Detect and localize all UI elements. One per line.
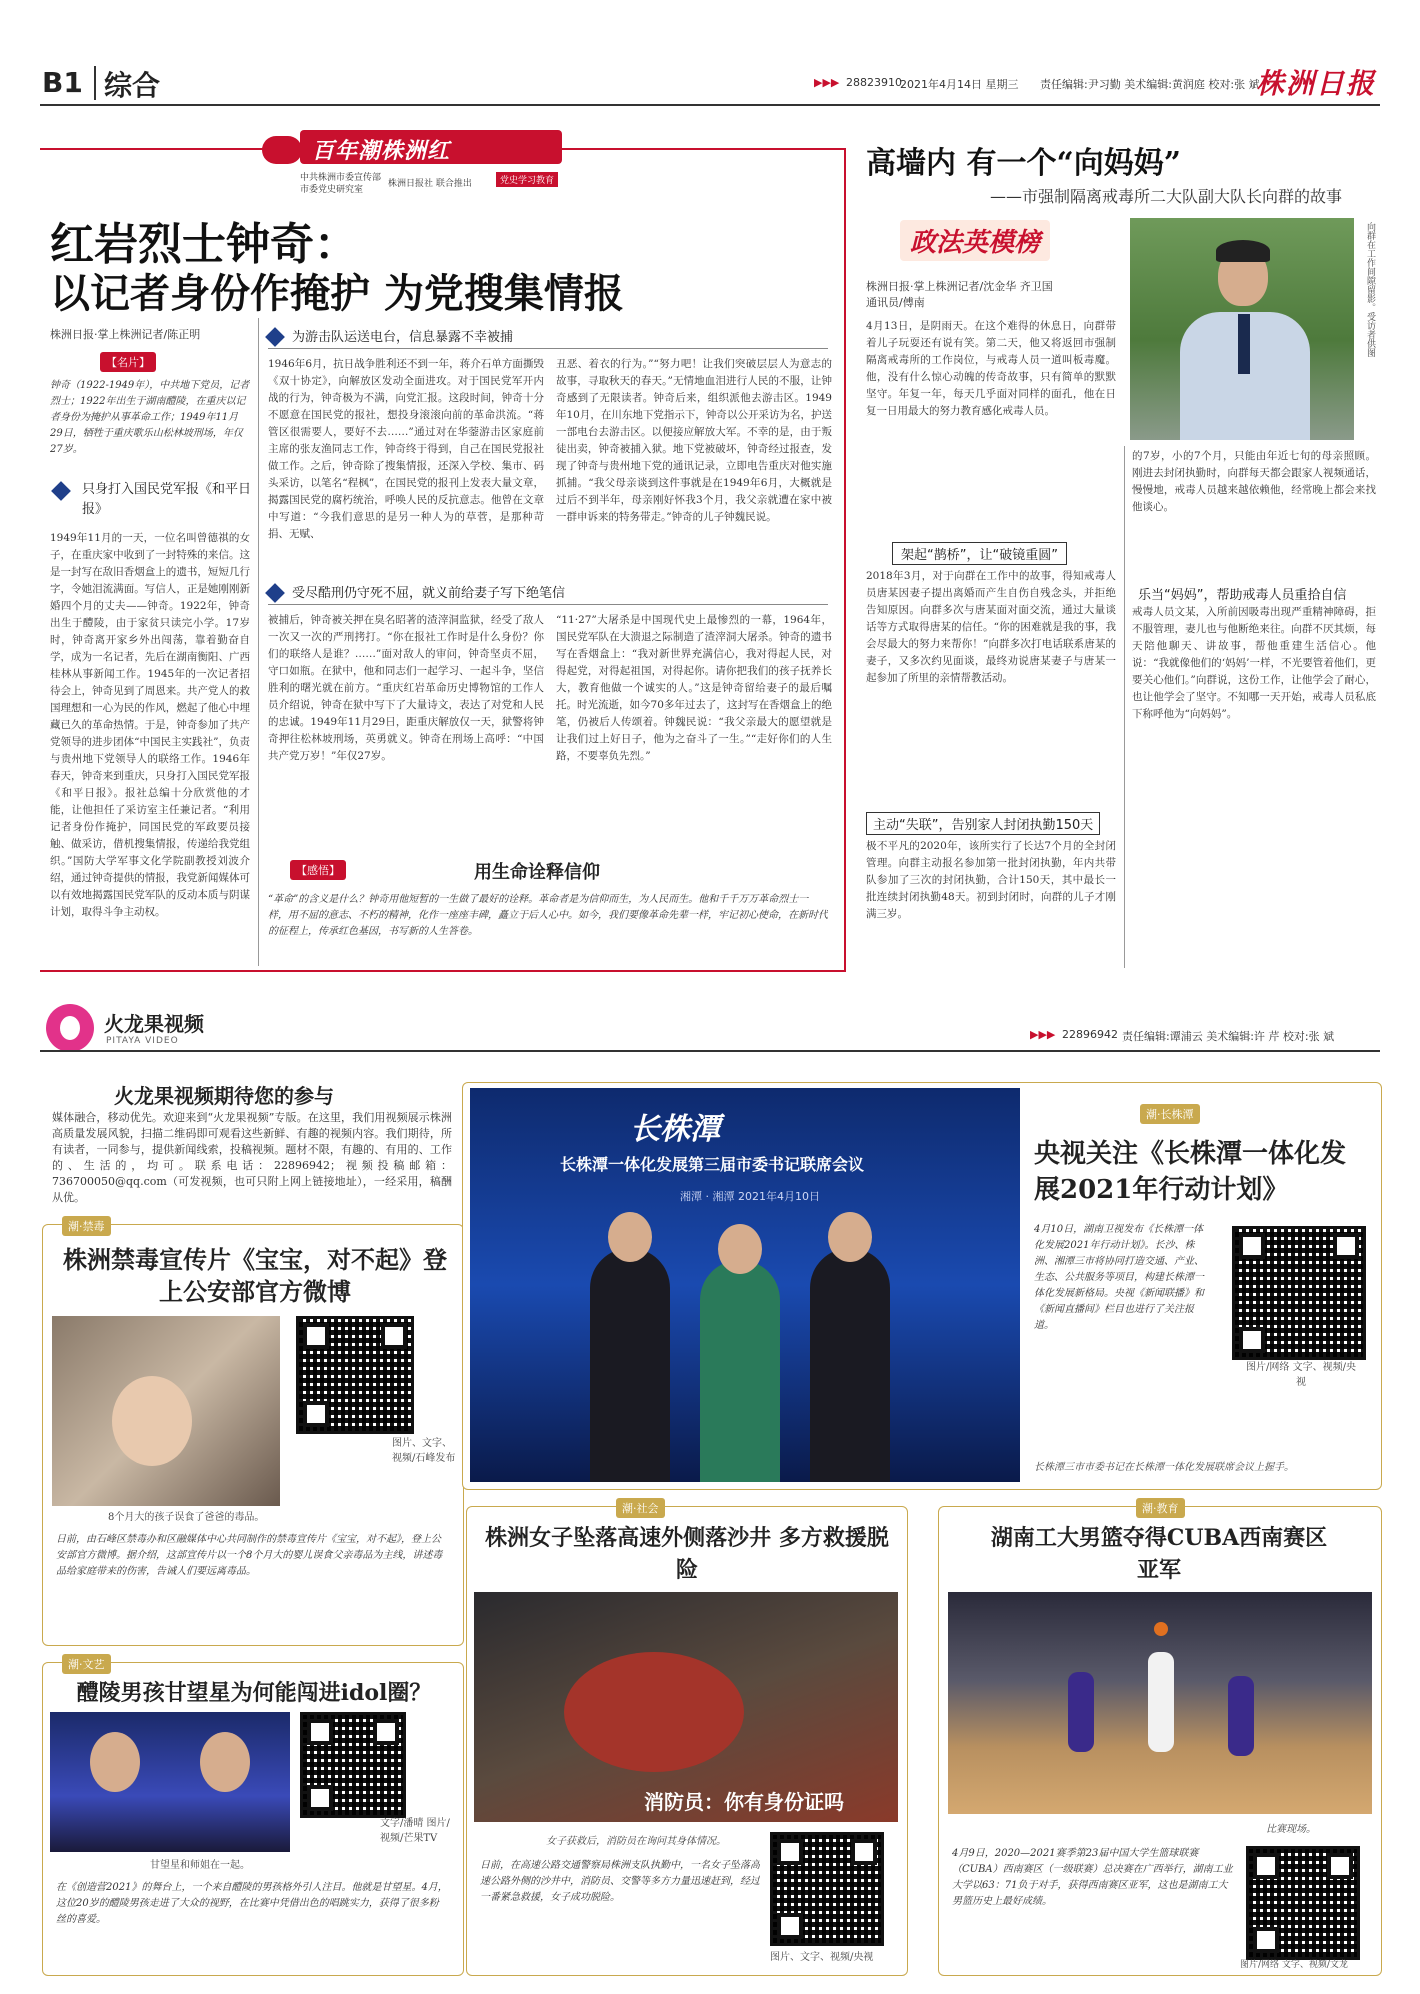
qr-corner bbox=[381, 1323, 407, 1349]
video-phone: 22896942 bbox=[1062, 1028, 1118, 1041]
qr-corner bbox=[307, 1785, 333, 1811]
qr-corner bbox=[777, 1839, 803, 1865]
feel-tag: 【感悟】 bbox=[290, 860, 346, 880]
left-col-5: “11·27”大屠杀是中国现代史上最惨烈的一幕，1964年，国民党军队在大溃退之际制造了渣滓洞大屠杀。钟奇的遗书写在香烟盒上：“我对新世界充满信心，我对得起人民，对得起党，对得起祖国，对得起你。请你把我们的孩子抚养长大，教育他做一个诚实的人。”这是钟奇留给妻子的最后嘱托。时光流逝，如今70多年过去了，这封写在香烟盒上的绝笔，仍被后人传颂着。钟魏民说：“我父亲最大的愿望就是让我们过上好日子，他为之奋斗了一生。”“走好你们的人生路，不要辜负先烈。” bbox=[556, 614, 832, 762]
right-story-subtitle: ——市强制隔离戒毒所二大队副大队长向群的故事 bbox=[990, 187, 1343, 206]
banner-sub-2: 市委党史研究室 bbox=[300, 185, 364, 195]
qr-corner bbox=[1327, 1853, 1353, 1879]
card-idol-qr[interactable] bbox=[300, 1712, 406, 1818]
card-idol-title[interactable]: 醴陵男孩甘望星为何能闯进idol圈？ bbox=[76, 1680, 432, 1706]
card-idol-text: 在《创造营2021》的舞台上，一个来自醴陵的男孩格外引人注目。他就是甘望星。4月，这位20岁的醴陵男孩走进了大众的视野，在比赛中凭借出色的唱跳实力，获得了很多粉丝的喜爱。 bbox=[56, 1882, 448, 1925]
officer-hair bbox=[1216, 240, 1270, 262]
qr-corner bbox=[1253, 1927, 1279, 1953]
screen-banner: 长株潭一体化发展第三届市委书记联席会议 bbox=[560, 1155, 865, 1174]
header-date: 2021年4月14日 星期三 bbox=[900, 78, 1019, 91]
card-cztc-caption: 长株潭三市市委书记在长株潭一体化发展联席会议上握手。 bbox=[1034, 1462, 1294, 1473]
card-rescue-tag: 潮·社会 bbox=[616, 1498, 665, 1518]
story-title-1: 红岩烈士钟奇： bbox=[50, 219, 358, 270]
basketball-icon bbox=[1154, 1622, 1168, 1636]
player-2 bbox=[1148, 1652, 1174, 1752]
banner-cloud-icon bbox=[262, 136, 302, 164]
right-sub-c: 乐当“妈妈”，帮助戒毒人员重拾自信 bbox=[1138, 588, 1347, 603]
feel-title: 用生命诠释信仰 bbox=[474, 862, 600, 883]
card-rescue-text: 日前，在高速公路交通警察局株洲支队执勤中，一名女子坠落高速公路外侧的沙井中，消防员、交警等多方力量迅速赶到，经过一番紧急救援，女子成功脱险。 bbox=[480, 1860, 760, 1903]
card-drug-text: 日前，由石峰区禁毒办和区融媒体中心共同制作的禁毒宣传片《宝宝，对不起》，登上公安部官方微博。据介绍，这部宣传片以一个8个月大的婴儿误食父亲毒品为主线，讲述毒品给家庭带来的伤害，告诫人们要远离毒品。 bbox=[56, 1534, 443, 1577]
feel-text: “革命”的含义是什么？钟奇用他短暂的一生做了最好的诠释。革命者是为信仰而生，为人民而生。他和千千万万革命烈士一样，用不屈的意志、不朽的精神，化作一座座丰碑，矗立于后人心中。如今，我们要像革命先辈一样，牢记初心使命，在新时代的征程上，传承红色基因，书写新的人生答卷。 bbox=[268, 894, 828, 937]
video-header-rule bbox=[40, 1050, 1380, 1052]
right-byline-2: 通讯员/傅南 bbox=[866, 296, 925, 309]
subhead-2: 为游击队运送电台，信息暴露不幸被捕 bbox=[292, 330, 514, 345]
qr-corner bbox=[1239, 1233, 1265, 1259]
right-col-a: 4月13日，是阴雨天。在这个难得的休息日，向群带着儿子玩耍还有说有笑。第二天，他又将返回市强制隔离戒毒所的工作岗位，与戒毒人员一道叫板毒魔。他，没有什么惊心动魄的传奇故事，只有简单的默默坚守。年复一年，每天几乎面对同样的面孔，他在日复一日用最大的努力教育感化戒毒人员。 bbox=[866, 320, 1116, 417]
card-cuba-caption: 比赛现场。 bbox=[1266, 1824, 1316, 1835]
right-col-b: 2018年3月，对于向群在工作中的故事，得知戒毒人员唐某因妻子提出离婚而产生自伤自残念头，并拒绝告知原因。向群多次与唐某面对面交流，通过大量谈话等方式取得唐某的信任。“你的困难就是我的事，我会尽最大的努力来帮你！”向群多次打电话联系唐某的妻子，又多次约见面谈，最终劝说唐某妻子与唐某一起参加了所里的亲情帮教活动。 bbox=[866, 570, 1116, 684]
officer-photo-caption: 向群在工作间隙留影。受访者供图 bbox=[1365, 222, 1375, 357]
card-drug-tag: 潮·禁毒 bbox=[62, 1216, 111, 1236]
card-rescue-caption: 女子获救后，消防员在询问其身体情况。 bbox=[546, 1836, 726, 1847]
video-editors: 责任编辑:谭浦云 美术编辑:许 芹 校对:张 斌 bbox=[1122, 1030, 1335, 1043]
header-rule bbox=[40, 104, 1380, 106]
qr-corner bbox=[303, 1401, 329, 1427]
card-cuba-qr[interactable] bbox=[1246, 1846, 1360, 1960]
video-logo-title: 火龙果视频 bbox=[104, 1012, 204, 1036]
header-phone: 28823910 bbox=[846, 76, 902, 89]
story-byline: 株洲日报·掌上株洲记者/陈正明 bbox=[50, 328, 201, 341]
qr-corner bbox=[1239, 1327, 1265, 1353]
banner-sub-1: 中共株洲市委宣传部 bbox=[300, 173, 382, 183]
screen-logo: 长株潭 bbox=[630, 1112, 720, 1147]
header-editors: 责任编辑:尹习勤 美术编辑:黄润庭 校对:张 斌 bbox=[1040, 78, 1260, 91]
left-col-3: 丑恶、着衣的行为。”“努力吧！让我们突破层层人为意志的故事，寻取秋天的春天。”无情地血泪进行人民的不服，让钟奇感到了无限读者。钟奇后来，组织派他去游击区。1949年10月，在川东地下党指示下，钟奇以公开采访为名，护送一部电台去游击区。以便接应解放大军。不幸的是，由于叛徒出卖，钟奇被捕入狱。地下党被破坏，钟奇经过报查，发现了钟奇与贵州地下党的通讯记录，立即电告重庆对他实施抓捕。“我父母亲谈到这件事就是在1949年6月，大概就是过后不到半年，母亲刚好怀我3个月，我父亲就遭在家中被一群申诉来的特务带走。”钟奇的儿子钟魏民说。 bbox=[556, 358, 832, 523]
subhead-2-rule bbox=[268, 348, 828, 349]
qr-corner bbox=[777, 1913, 803, 1939]
page-number: B1 bbox=[42, 66, 83, 99]
card-cztc-title[interactable]: 央视关注《长株潭一体化发展2021年行动计划》 bbox=[1034, 1139, 1347, 1205]
officer-tie bbox=[1238, 314, 1250, 374]
pitaya-logo-icon bbox=[46, 1004, 94, 1052]
banner-sub-3: 株洲日报社 联合推出 bbox=[388, 179, 472, 189]
card-cztc-qr[interactable] bbox=[1232, 1226, 1366, 1360]
card-cuba-tag: 潮·教育 bbox=[1136, 1498, 1185, 1518]
left-col-1: 1949年11月的一天，一位名叫曾德祺的女子，在重庆家中收到了一封特殊的来信。这是一封写在敌旧香烟盒上的遗书，短短几行字，令她泪流满面。写信人，正是她刚刚新婚四个月的丈夫——钟奇。1922年，钟奇出生于醴陵，由于家贫只读完小学。17岁时，钟奇离开家乡外出闯荡，靠着勤奋自学，成为一名记者，先后在湖南衡阳、广西桂林从事新闻工作。1945年的一次记者招待会上，钟奇见到了周恩来。共产党人的救国理想和一心为民的作风，燃起了他心中埋藏已久的革命热情。于是，钟奇参加了共产党领导的进步团体“中国民主实践社”，负责与贵州地下党领导人的联络工作。1946年春天，钟奇来到重庆，只身打入国民党军报《和平日报》。报社总编十分欣赏他的才能，让他担任了采访室主任兼记者。“利用记者身份作掩护，同国民党的军政要员接触、做采访，借机搜集情报，传递给我党组织。”国防大学军事文化学院副教授刘波介绍，通过钟奇提供的情报，我党新闻媒体可以有效地揭露国民党军队的反动本质与阴谋计划，取得斗争主动权。 bbox=[50, 532, 250, 918]
right-story-title: 高墙内 有一个“向妈妈” bbox=[866, 146, 1181, 181]
right-sub-b: 主动“失联”，告别家人封闭执勤150天 bbox=[866, 812, 1100, 835]
story-title-2: 以记者身份作掩护 为党搜集情报 bbox=[50, 270, 624, 317]
card-rescue-credit: 图片、文字、视频/央视 bbox=[770, 1952, 874, 1963]
card-idol-tag: 潮·文艺 bbox=[62, 1654, 111, 1674]
card-cztc-photo bbox=[470, 1088, 1020, 1482]
subhead-3-rule bbox=[268, 604, 828, 605]
section-title: 综合 bbox=[104, 69, 161, 102]
player-3 bbox=[1228, 1676, 1254, 1756]
card-drug-photo bbox=[52, 1316, 280, 1506]
leader-2-head bbox=[718, 1224, 762, 1274]
photo-person-1 bbox=[90, 1732, 140, 1792]
profile-tag: 【名片】 bbox=[100, 352, 156, 372]
col-divider-1 bbox=[258, 318, 259, 966]
leader-2 bbox=[700, 1260, 780, 1482]
card-cuba-photo bbox=[948, 1592, 1372, 1814]
right-sub-a: 架起“鹊桥”，让“破镜重圆” bbox=[892, 542, 1067, 565]
card-idol-photo bbox=[50, 1712, 290, 1852]
rescuer-figure bbox=[564, 1652, 744, 1772]
card-cztc-tag: 潮·长株潭 bbox=[1140, 1104, 1200, 1124]
card-cuba-text: 4月9日，2020—2021赛季第23届中国大学生篮球联赛（CUBA）西南赛区（一级联赛）总决赛在广西举行，湖南工业大学以63：71负于对手，获得西南赛区亚军，这也是湖南工大男篮历史上最好成绩。 bbox=[952, 1848, 1233, 1907]
screen-date: 湘潭 · 湘潭 2021年4月10日 bbox=[680, 1190, 820, 1203]
card-rescue-title[interactable]: 株洲女子坠落高速外侧落沙井 多方救援脱险 bbox=[485, 1525, 889, 1583]
photo-baby bbox=[112, 1376, 192, 1466]
qr-corner bbox=[373, 1719, 399, 1745]
card-idol-credit: 文字/潘晴 图片/视频/芒果TV bbox=[380, 1818, 450, 1844]
officer-photo bbox=[1130, 218, 1354, 440]
qr-corner bbox=[1253, 1853, 1279, 1879]
card-rescue-qr[interactable] bbox=[770, 1832, 884, 1946]
video-arrows-icon: ▶▶▶ bbox=[1030, 1028, 1056, 1041]
photo-person-2 bbox=[200, 1732, 250, 1792]
subhead-1: 只身打入国民党军报《和平日报》 bbox=[82, 482, 252, 517]
leader-3 bbox=[810, 1248, 890, 1482]
right-col-c: 极不平凡的2020年，该所实行了长达7个月的全封闭管理。向群主动报名参加第一批封闭执勤，年内共带队参加了三次的封闭执勤，合计150天，其中最长一批连续封闭执勤48天。初到封闭时，向群的儿子才刚满三岁。 bbox=[866, 840, 1116, 920]
subhead-3: 受尽酷刑仍守死不屈，就义前给妻子写下绝笔信 bbox=[292, 586, 566, 601]
banner-badge: 党史学习教育 bbox=[496, 172, 558, 187]
newspaper-logo: 株洲日报 bbox=[1256, 67, 1377, 100]
card-drug-credit: 图片、文字、视频/石峰发布 bbox=[392, 1438, 456, 1464]
leader-1-head bbox=[608, 1212, 652, 1262]
qr-corner bbox=[851, 1839, 877, 1865]
right-col-divider bbox=[1124, 446, 1125, 968]
card-drug-qr[interactable] bbox=[296, 1316, 414, 1434]
leader-3-head bbox=[828, 1212, 872, 1262]
player-1 bbox=[1068, 1672, 1094, 1752]
invite-title: 火龙果视频期待您的参与 bbox=[114, 1084, 334, 1108]
left-col-4: 被捕后，钟奇被关押在臭名昭著的渣滓洞监狱，经受了敌人一次又一次的严刑拷打。“你在报社工作时是什么身份？你们的联络人是谁？……”面对敌人的审问，钟奇坚贞不屈，守口如瓶。在狱中，他和同志们一起学习、一起斗争，坚信胜利的曙光就在前方。“重庆红岩革命历史博物馆的工作人员介绍说，钟奇在狱中写下了大量诗文，表达了对党和人民的忠诚。1949年11月29日，距重庆解放仅一天，狱警将钟奇押往松林坡刑场，英勇就义。钟奇在刑场上高呼：“中国共产党万岁！”年仅27岁。 bbox=[268, 614, 544, 762]
card-drug-title[interactable]: 株洲禁毒宣传片《宝宝，对不起》登上公安部官方微博 bbox=[63, 1245, 447, 1306]
left-col-2: 1946年6月，抗日战争胜利还不到一年，蒋介石单方面撕毁《双十协定》，向解放区发动全面进攻。对于国民党军开内战的行为，钟奇极为不满，向党汇报。这段时间，钟奇十分不愿意在国民党的报社，想投身滚滚向前的革命洪流。“蒋管区很需要人，要好不去……”通过对在华蓥游击区家庭前主席的张友渔同志工作，钟奇终于得到，自己在国民党报社做工作。之后，钟奇除了搜集情报，还深入学校、集市、码头采访，以笔名“程枫”，在国民党的报刊上发表大量文章，揭露国民党的腐朽统治，呼唤人民的反抗意志。他曾在文章中写道：“今我们意思的是另一种人为的草菅，是那种苛捐、无赋、 bbox=[268, 358, 544, 540]
qr-corner bbox=[307, 1719, 333, 1745]
qr-corner bbox=[1333, 1233, 1359, 1259]
pitaya-logo-inner bbox=[60, 1016, 80, 1040]
card-drug-caption: 8个月大的孩子误食了爸爸的毒品。 bbox=[108, 1512, 265, 1523]
centenary-banner bbox=[300, 130, 562, 164]
right-col-d: 的7岁，小的7个月，只能由年近七旬的母亲照顾。刚进去封闭执勤时，向群每天都会跟家人视频通话，慢慢地，戒毒人员越来越依赖他，经常晚上都会来找他谈心。 bbox=[1132, 450, 1376, 513]
header-divider-v bbox=[94, 66, 96, 100]
video-logo-sub: PITAYA VIDEO bbox=[106, 1036, 179, 1046]
rescue-overlay: 消防员：你有身份证吗 bbox=[644, 1790, 844, 1814]
card-idol-caption: 甘望星和师姐在一起。 bbox=[150, 1860, 250, 1871]
police-honor-logo: 政法英模榜 bbox=[900, 220, 1050, 261]
right-col-e: 戒毒人员文某，入所前因吸毒出现严重精神障碍，拒不服管理，妻儿也与他断绝来往。向群不厌其烦，每天陪他聊天、讲故事，帮他重建生活信心。他说：“我就像他们的‘妈妈’一样，不光要管着他们，更要关心他们。”向群说，这份工作，让他学会了耐心，也让他学会了坚守。不知哪一天开始，戒毒人员私底下称呼他为“向妈妈”。 bbox=[1132, 606, 1376, 720]
header-arrows-icon: ▶▶▶ bbox=[814, 76, 840, 89]
banner-title: 百年潮株洲红 bbox=[312, 138, 451, 164]
card-cuba-credit: 图片/网络 文字、视频/文龙 bbox=[1240, 1960, 1348, 1970]
right-byline-1: 株洲日报·掌上株洲记者/沈金华 齐卫国 bbox=[866, 280, 1053, 293]
card-cztc-text: 4月10日，湖南卫视发布《长株潭一体化发展2021年行动计划》。长沙、株洲、湘潭三市将协同打造交通、产业、生态、公共服务等项目，构建长株潭一体化发展新格局。央视《新闻联播》和《新闻直播间》栏目也进行了关注报道。 bbox=[1034, 1224, 1204, 1331]
card-rescue-photo bbox=[474, 1592, 898, 1822]
profile-text: 钟奇（1922-1949年），中共地下党员，记者烈士；1922年出生于湖南醴陵，在重庆以记者身份为掩护从事革命工作；1949年11月29日，牺牲于重庆歌乐山松林坡刑场，年仅27岁。 bbox=[50, 380, 250, 455]
qr-corner bbox=[303, 1323, 329, 1349]
card-cztc-credit: 图片/网络 文字、视频/央视 bbox=[1246, 1362, 1356, 1388]
card-cuba-title[interactable]: 湖南工大男篮夺得CUBA西南赛区亚军 bbox=[990, 1525, 1328, 1583]
invite-text: 媒体融合，移动优先。欢迎来到“火龙果视频”专版。在这里，我们用视频展示株洲高质量发展风貌，扫描二维码即可观看这些新鲜、有趣的视频内容。我们期待，所有读者，一同参与，提供新闻线索，投稿视频。题材不限，有趣的、有用的、工作的、生活的，均可。联系电话：22896942；视频投稿邮箱：736700050@qq.com（可发视频，也可只附上网上链接地址），一经采用，稿酬从优。 bbox=[52, 1111, 452, 1204]
leader-1 bbox=[590, 1248, 670, 1482]
